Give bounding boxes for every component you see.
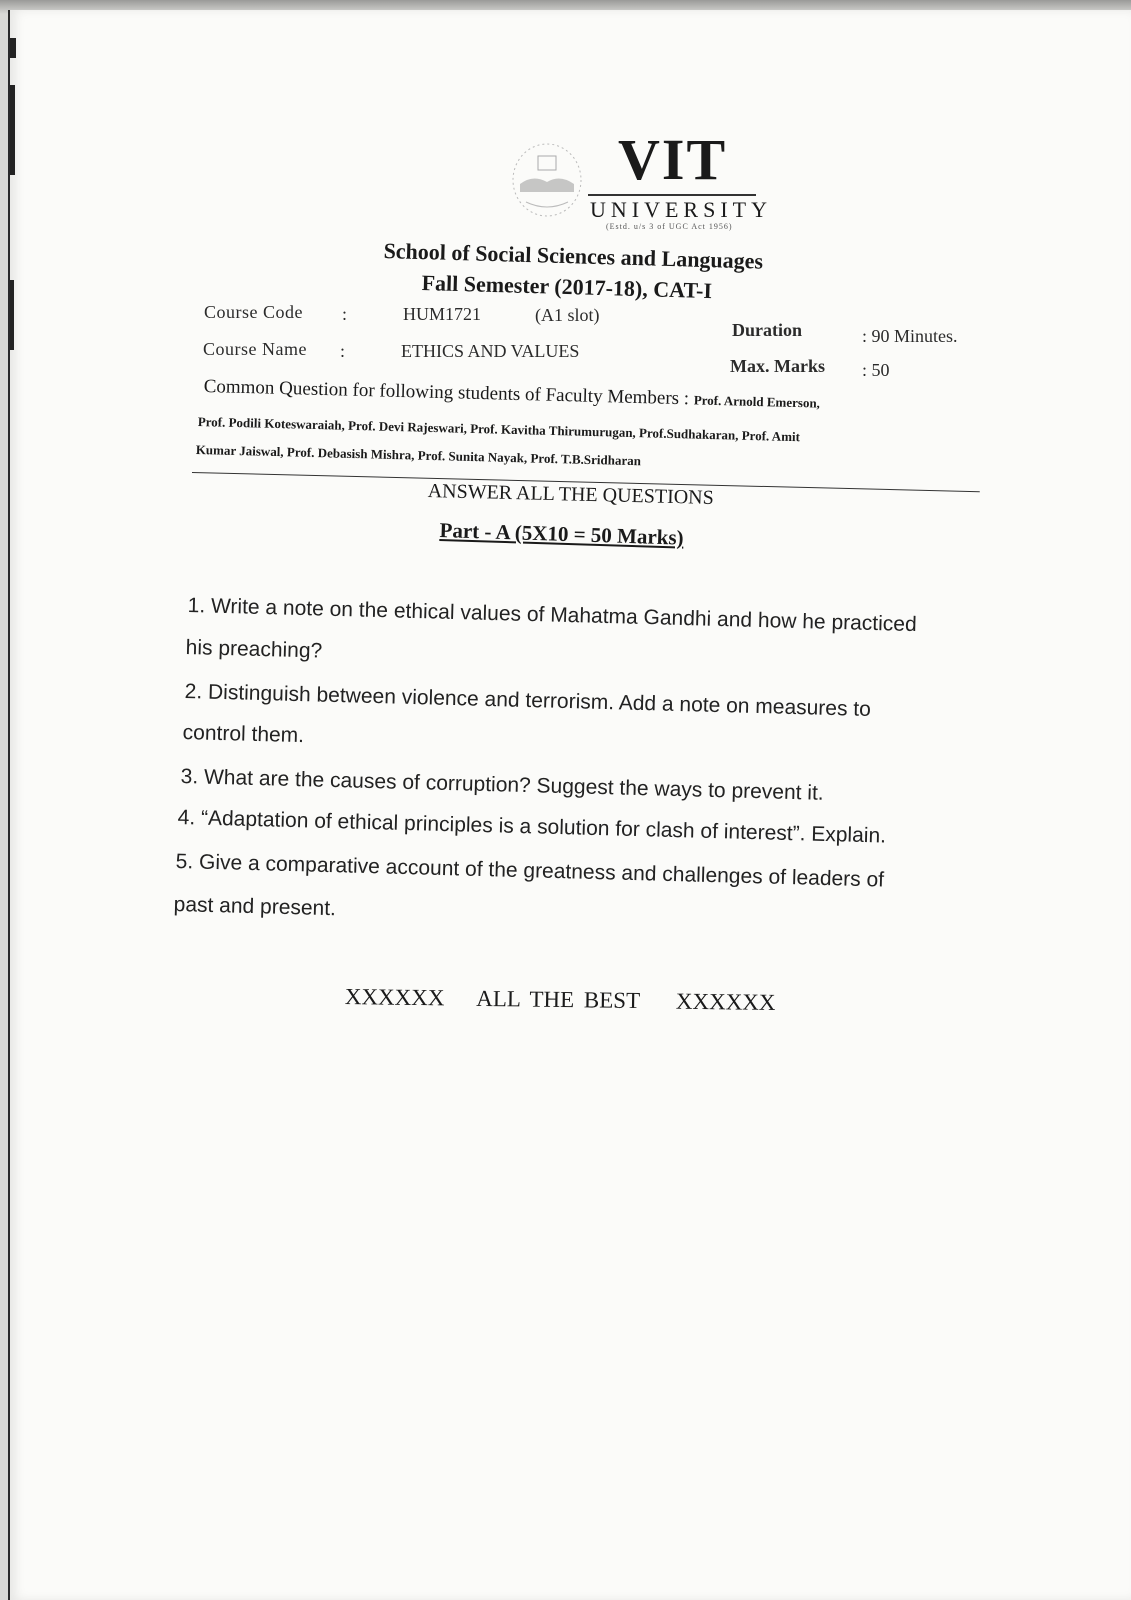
faculty-intro: Common Question for following students of Faculty Members : bbox=[203, 376, 690, 410]
course-name-value: ETHICS AND VALUES bbox=[401, 341, 580, 361]
scan-edge-mark bbox=[10, 280, 14, 350]
course-code-separator: : bbox=[342, 304, 348, 324]
question-4: 4. “Adaptation of ethical principles is a solution for clash of interest”. Explain. bbox=[177, 806, 887, 848]
max-marks-value: : 50 bbox=[862, 360, 890, 380]
school-name: School of Social Sciences and Languages bbox=[383, 238, 764, 274]
question-3: 3. What are the causes of corruption? Suggest the ways to prevent it. bbox=[180, 765, 824, 805]
max-marks-label: Max. Marks bbox=[730, 356, 825, 376]
university-seal-icon bbox=[508, 136, 586, 222]
course-name-separator: : bbox=[340, 341, 346, 361]
duration-value: : 90 Minutes. bbox=[862, 326, 958, 346]
answer-all-instruction: ANSWER ALL THE QUESTIONS bbox=[427, 480, 715, 509]
course-slot: (A1 slot) bbox=[535, 305, 600, 325]
course-code-value: HUM1721 bbox=[403, 304, 482, 324]
semester-title: Fall Semester (2017-18), CAT-I bbox=[421, 270, 713, 304]
logo-subtitle: UNIVERSITY bbox=[590, 197, 772, 222]
university-logo bbox=[508, 127, 772, 240]
question-1-line2: his preaching? bbox=[185, 636, 323, 663]
logo-brand: VIT bbox=[618, 127, 728, 192]
scan-edge-mark bbox=[10, 85, 15, 175]
closing-right-mark: XXXXXX bbox=[675, 988, 776, 1016]
part-a-heading: Part - A (5X10 = 50 Marks) bbox=[439, 518, 684, 550]
question-2-line1: 2. Distinguish between violence and terrorism. Add a note on measures to bbox=[184, 680, 872, 721]
question-5-line2: past and present. bbox=[173, 893, 337, 921]
faculty-names-line3: Kumar Jaiswal, Prof. Debasish Mishra, Prof. Sunita Nayak, Prof. T.B.Sridharan bbox=[195, 442, 642, 469]
question-1-line1: 1. Write a note on the ethical values of Mahatma Gandhi and how he practiced bbox=[187, 594, 917, 637]
logo-established: (Estd. u/s 3 of UGC Act 1956) bbox=[606, 222, 733, 231]
duration-label: Duration bbox=[732, 320, 803, 340]
closing-message: ALL THE BEST bbox=[476, 985, 641, 1014]
faculty-names-line1: Prof. Arnold Emerson, bbox=[693, 392, 821, 411]
question-2-line2: control them. bbox=[182, 721, 305, 748]
course-name-label: Course Name bbox=[203, 339, 307, 359]
faculty-names-line2: Prof. Podili Koteswaraiah, Prof. Devi Rajeswari, Prof. Kavitha Thirumurugan, Prof.Sudhakaran, Prof. Amit bbox=[197, 414, 801, 445]
question-5-line1: 5. Give a comparative account of the greatness and challenges of leaders of bbox=[175, 850, 885, 892]
closing-left-mark: XXXXXX bbox=[344, 984, 445, 1011]
course-code-label: Course Code bbox=[204, 302, 303, 322]
scan-edge-mark bbox=[10, 38, 16, 58]
